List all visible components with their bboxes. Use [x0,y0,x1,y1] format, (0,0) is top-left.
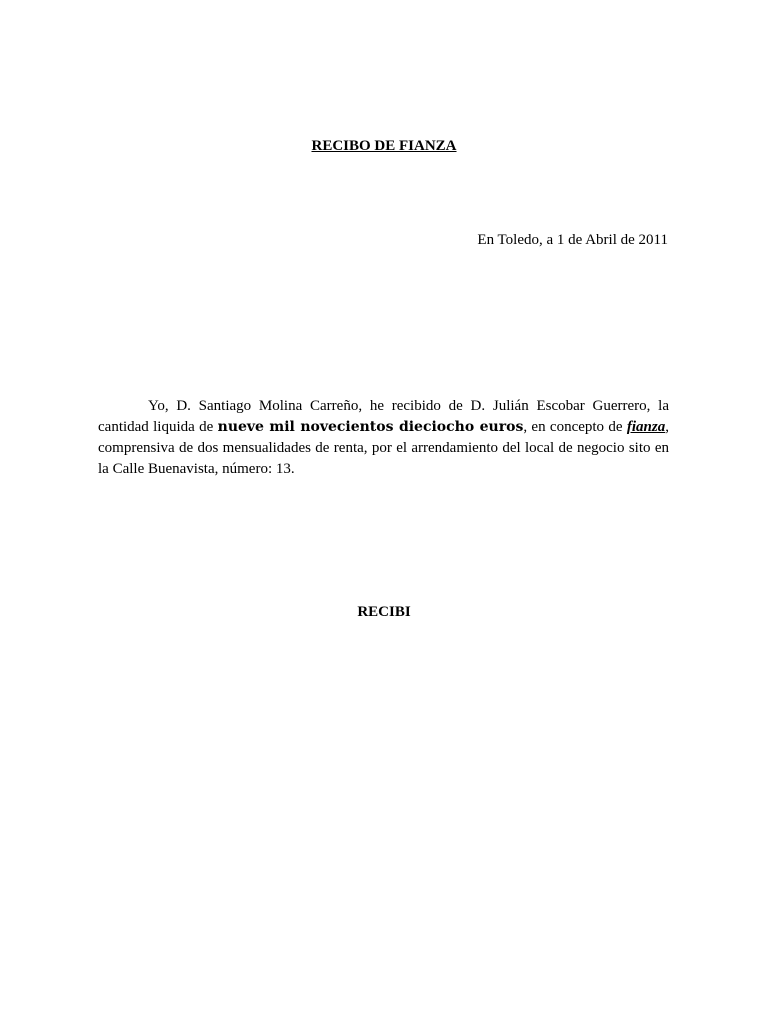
receipt-body [98,396,669,480]
date-line: En Toledo, a 1 de Abril de 2011 [477,232,668,248]
document-title: RECIBO DE FIANZA [311,138,457,154]
body-text-intro: Yo, D. Santiago Molina Carreño, he recibido de D. Julián Escobar Guerrero, la cantidad liquida de [98,398,669,435]
body-text-details: , comprensiva de dos mensualidades de renta, por el arrendamiento del local de negocio sito en la Calle Buenavista, número: 13. [98,419,669,477]
amount-in-words: nueve mil novecientos dieciocho euros [217,419,524,435]
body-text-concept-lead: , en concepto de [523,419,627,435]
signature-label: RECIBI [357,604,411,620]
concept-term: fianza [626,419,666,435]
